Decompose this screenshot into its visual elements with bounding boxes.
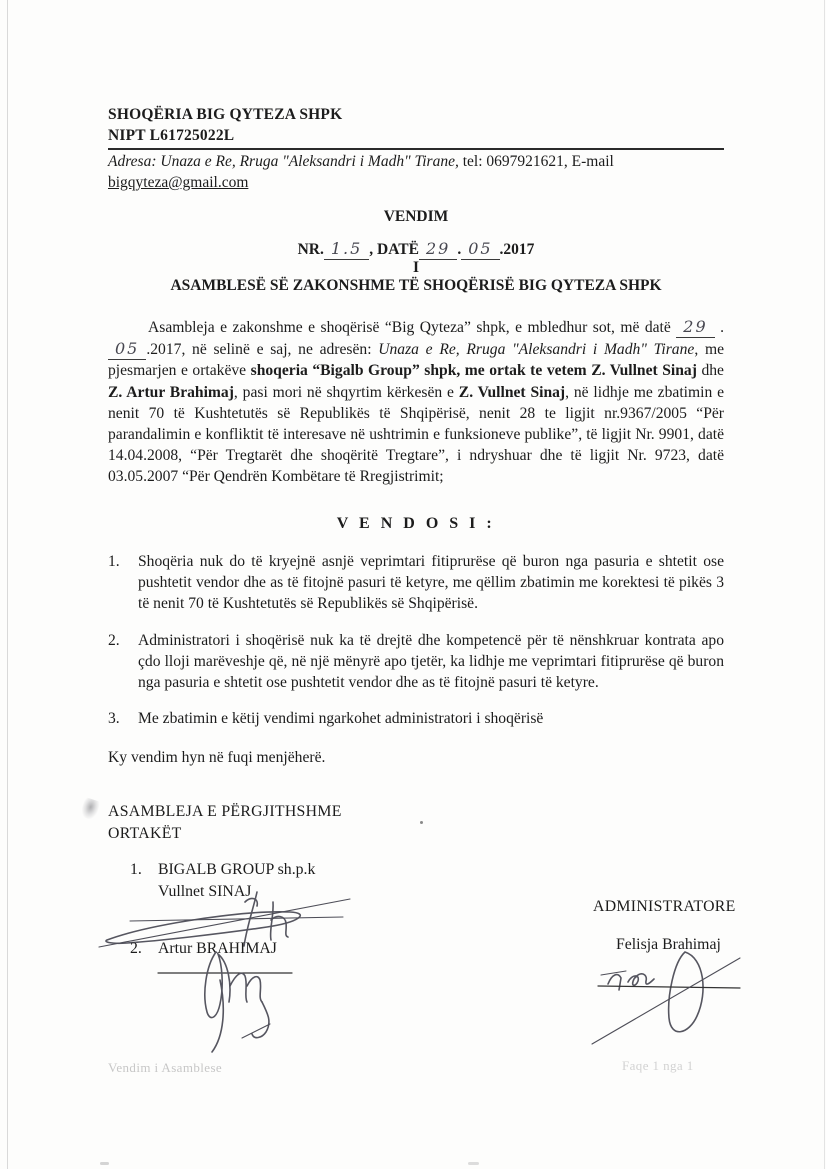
- footer-doc-label: Vendim i Asamblese: [108, 1060, 223, 1075]
- intro-seg8: , pasi mori në shqyrtim kërkesën e: [233, 383, 459, 401]
- date-year: .2017: [499, 241, 535, 258]
- intro-seg2: .2017, në selinë e saj, ne adresën:: [146, 341, 379, 359]
- signer-number: 2.: [130, 940, 142, 957]
- company-address: Adresa: Unaza e Re, Rruga "Aleksandri i Madh" Tirane,: [108, 153, 459, 170]
- decision-number-line: [108, 239, 724, 259]
- scan-smudge-artifact: [79, 797, 100, 821]
- intro-requester-bold: Z. Vullnet Sinaj: [458, 383, 566, 401]
- intro-sep: .: [714, 319, 725, 336]
- nr-value-handwritten: 1.5: [324, 239, 369, 260]
- company-phone: tel: 0697921621, E-mail: [458, 153, 614, 170]
- date-label: , DATË: [369, 241, 419, 258]
- signature-artur-brahimaj: [150, 946, 385, 1058]
- intro-paragraph: [108, 316, 724, 488]
- scan-mark-artifact: [468, 1162, 479, 1165]
- signer-company: BIGALB GROUP sh.p.k: [158, 861, 316, 878]
- item-text: Shoqëria nuk do të kryejnë asnjë veprimtari fitiprurëse që buron nga pasuria e shtetit ose pushtetit vendor dhe as të fitojnë pasuri të ketyre, me qëllim zbatimin me korektesi të pikës 3 të nenit 70 të Kushtetutës së Republikës së Shqipërisë.: [138, 553, 724, 613]
- signature-felisja-brahimaj: [588, 946, 750, 1050]
- intro-seg6: dhe: [696, 362, 724, 380]
- company-nipt: NIPT L61725022L: [108, 127, 235, 144]
- intro-partners-bold: shoqeria “Bigalb Group” shpk, me ortak te vetem Z. Vullnet Sinaj: [250, 362, 697, 380]
- item-text: Administratori i shoqërisë nuk ka të drejtë dhe kompetencë për të nënshkruar kontrata apo çdo lloji marëveshje që, në një mënyrë apo tjetër, ka lidhje me veprimtari fitiprurëse që buron nga pasuria e shtetit ose pushtetit vendor dhe as të fitojnë pasuri të ketyre.: [138, 631, 724, 692]
- nr-label: NR.: [297, 241, 324, 258]
- date-separator: .: [457, 241, 462, 258]
- assembly-heading: [108, 801, 342, 845]
- assembly-title: ASAMBLESË SË ZAKONSHME TË SHOQËRISË BIG QYTEZA SHPK: [170, 277, 662, 294]
- item-number: 1.: [108, 553, 120, 570]
- vendosi-heading: V E N D O S I :: [336, 515, 496, 532]
- intro-address-italic: Unaza e Re, Rruga "Aleksandri i Madh" Tirane: [378, 341, 695, 359]
- intro-seg1: Asambleja e zakonshme e shoqërisë “Big Qyteza” shpk, e mbledhur sot, më datë: [148, 319, 677, 336]
- scan-mark-artifact: [100, 1162, 109, 1165]
- footer-page-number: Faqe 1 nga 1: [622, 1058, 694, 1073]
- signer-number: 1.: [130, 861, 142, 878]
- scan-edge-artifact-left: [7, 0, 8, 1169]
- roman-numeral: I: [412, 259, 420, 276]
- letterhead: [108, 104, 724, 193]
- company-address-line: [108, 151, 724, 172]
- decision-item-1: [108, 551, 724, 615]
- intro-hand-day: 29: [676, 317, 714, 338]
- date-day-handwritten: 29: [419, 239, 457, 260]
- stray-dot-artifact: [420, 821, 423, 824]
- assembly-heading-line2: ORTAKËT: [108, 825, 182, 842]
- decision-list: [108, 551, 724, 744]
- scan-edge-artifact-right: [824, 0, 825, 1169]
- company-email-line: [108, 172, 724, 193]
- intro-partner2-bold: Z. Artur Brahimaj: [108, 383, 234, 401]
- item-text: Me zbatimin e këtij vendimi ngarkohet administratori i shoqërisë: [138, 710, 544, 728]
- effect-line: Ky vendim hyn në fuqi menjëherë.: [108, 749, 326, 766]
- signer-name: Artur BRAHIMAJ: [158, 940, 277, 957]
- company-email: bigqyteza@gmail.com: [108, 174, 249, 191]
- decision-item-3: [108, 708, 724, 729]
- intro-seg4: , me pjesmarjen e ortakëve: [108, 341, 724, 380]
- intro-hand-month: 05: [108, 339, 146, 360]
- decision-item-2: [108, 630, 724, 694]
- intro-seg10: , në lidhje me zbatimin e nenit 70 të Kushtetutës së Republikës të Shqipërisë, nenit 28 te ligjit nr.9367/2005 “Për parandalimin e konfliktit të interesave në ushtrimin e funksioneve publike”, të ligjit Nr. 9901, datë 14.04.2008, “Për Tregtarët dhe shoqëritë Tregtare”, i ndryshuar dhe të ligjit Nr. 9723, datë 03.05.2007 “Për Qendrën Kombëtare të Rregjistrimit;: [108, 383, 725, 486]
- assembly-heading-line1: ASAMBLEJA E PËRGJITHSHME: [108, 803, 342, 820]
- administrator-name: Felisja Brahimaj: [616, 936, 721, 953]
- document-title: VENDIM: [383, 208, 449, 225]
- item-number: 2.: [108, 631, 120, 649]
- company-name: SHOQËRIA BIG QYTEZA SHPK: [108, 106, 343, 123]
- signer-name: Vullnet SINAJ: [158, 883, 252, 900]
- item-number: 3.: [108, 710, 120, 728]
- letterhead-divider: [108, 148, 724, 150]
- administrator-title: ADMINISTRATORE: [593, 898, 736, 915]
- date-month-handwritten: 05: [461, 239, 499, 260]
